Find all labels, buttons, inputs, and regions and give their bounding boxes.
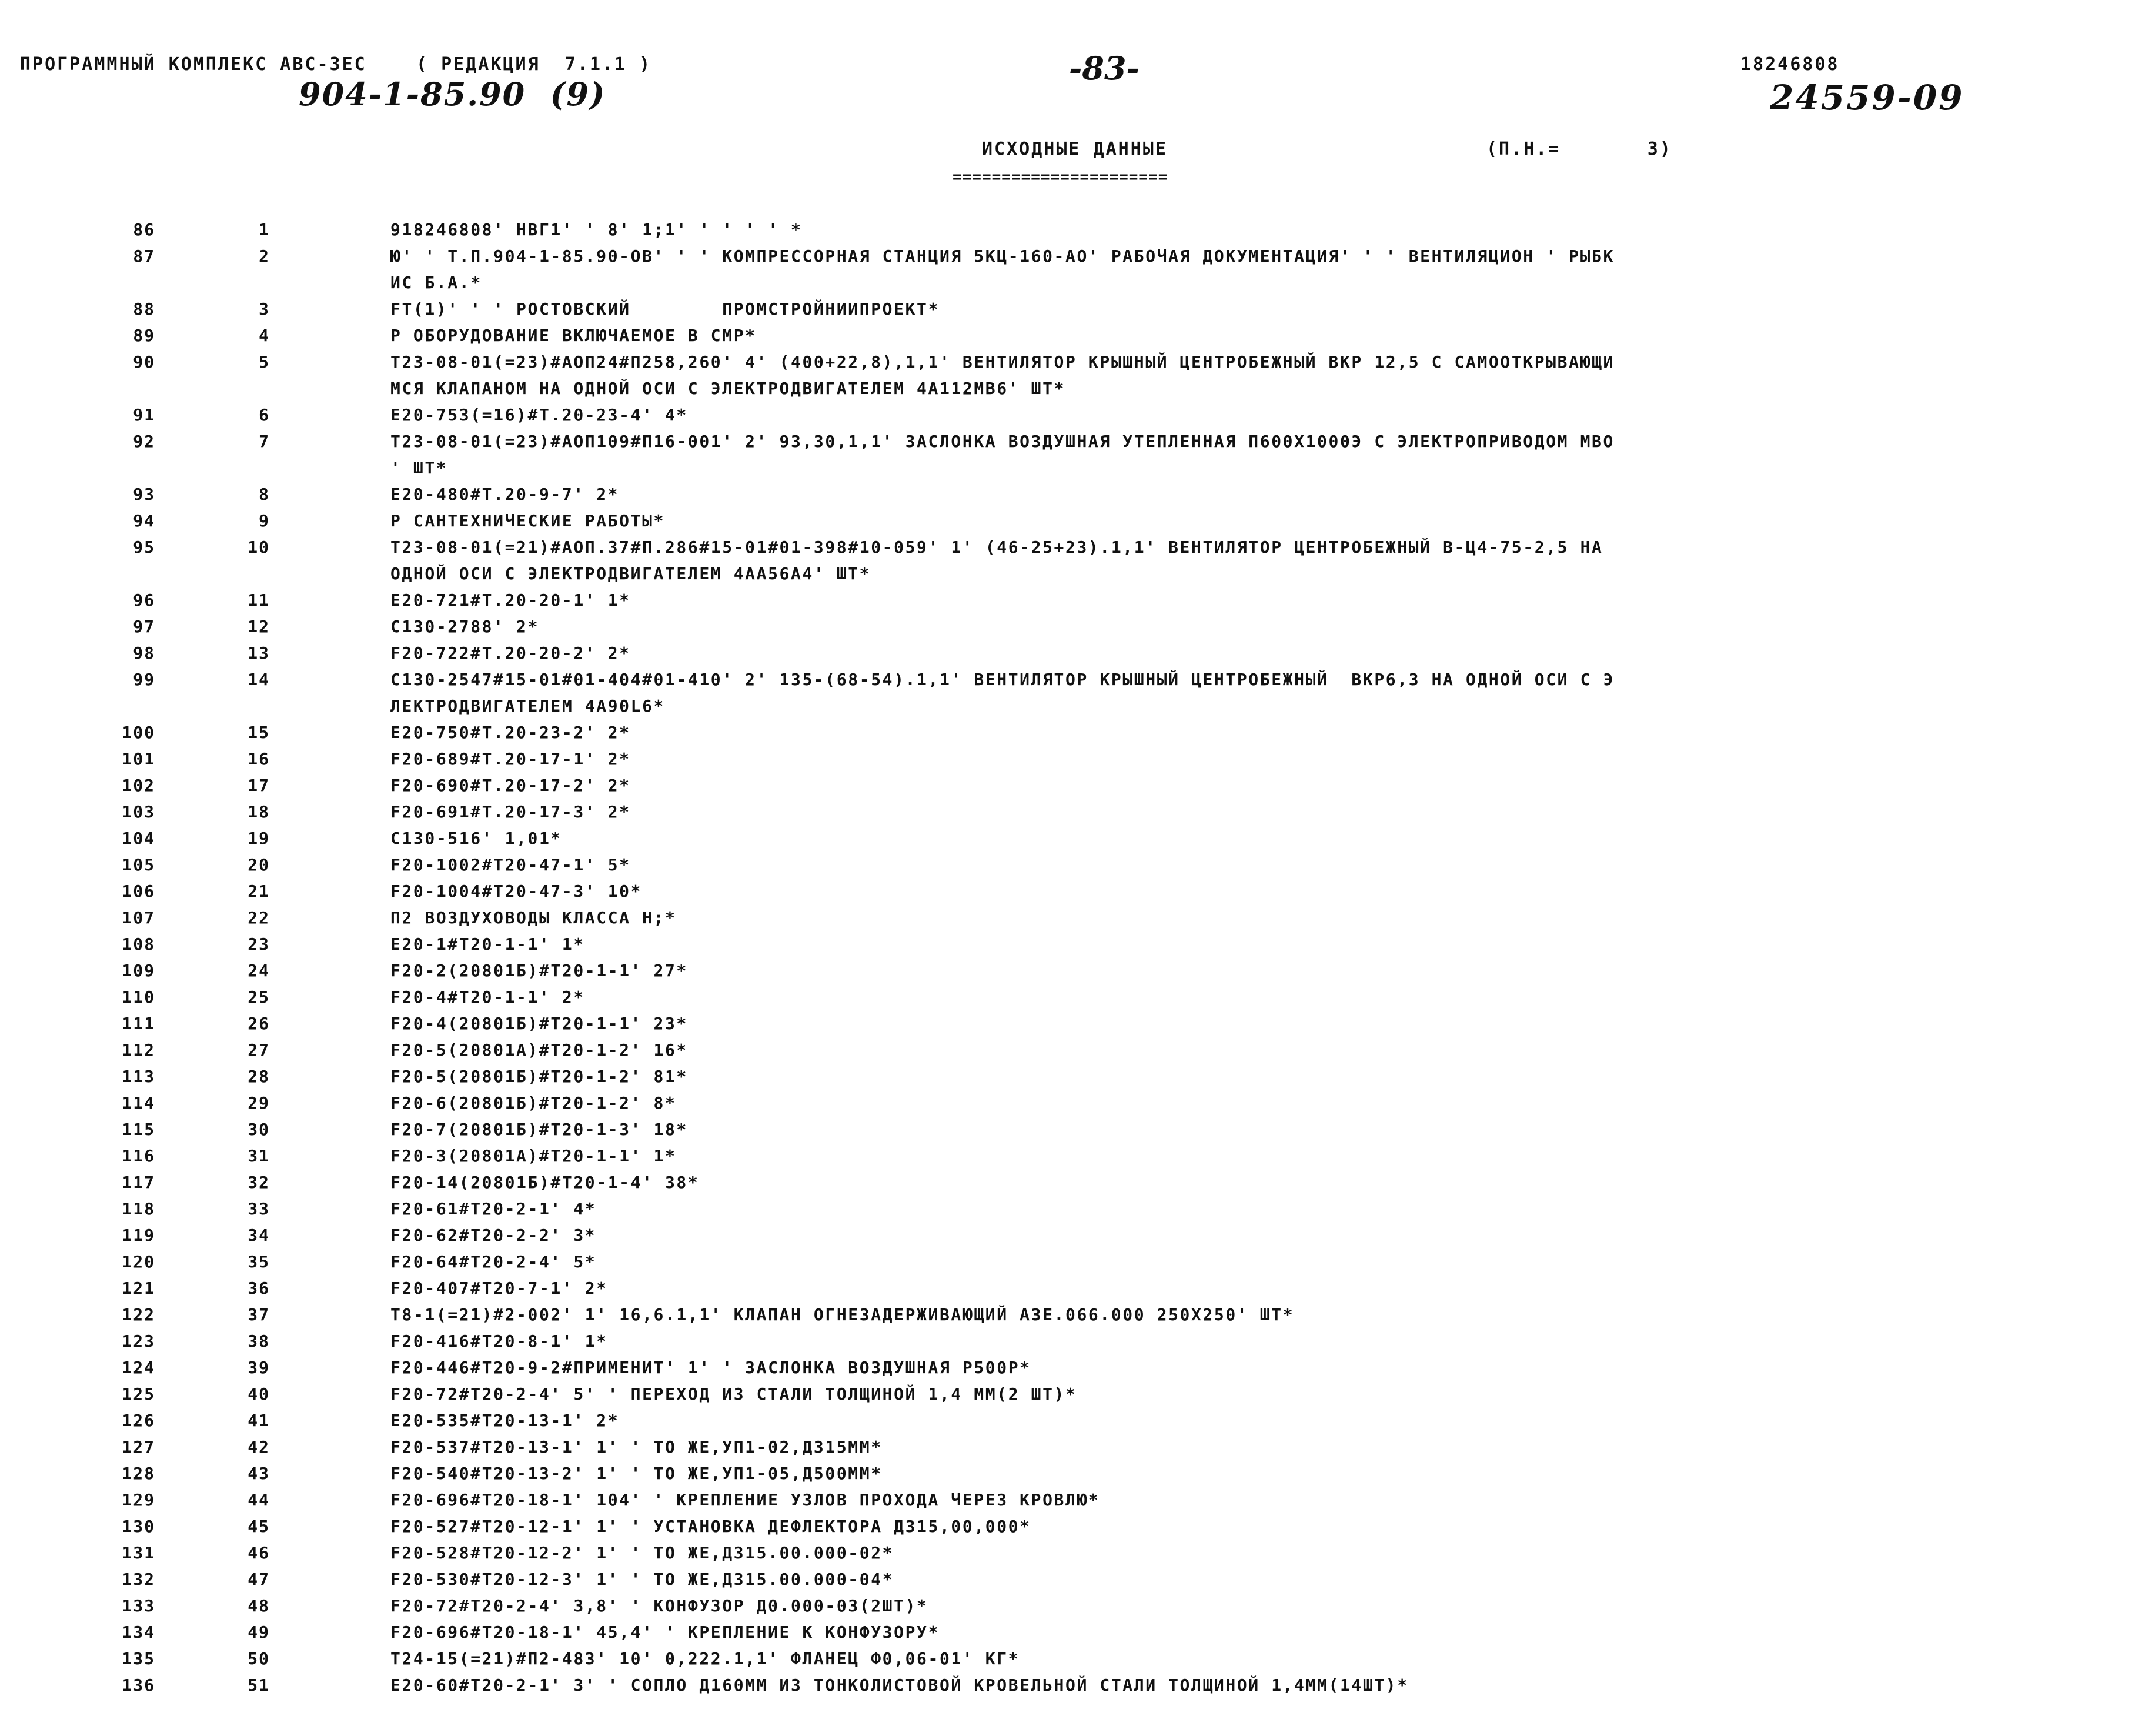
listing-row (0, 1143, 2152, 1169)
record-number: 4 (259, 326, 270, 345)
record-text: F20-446#Т20-9-2#ПРИМЕНИТ' 1' ' ЗАСЛОНКА ВОЗДУШНАЯ Р500Р* (390, 1358, 1031, 1377)
line-number: 133 (122, 1596, 155, 1615)
line-number: 131 (122, 1543, 155, 1563)
listing-row (0, 1434, 2152, 1460)
line-number: 97 (133, 617, 155, 636)
listing-row (0, 1593, 2152, 1619)
record-text: F20-530#Т20-12-3' 1' ' ТО ЖЕ,Д315.00.000-04* (390, 1570, 894, 1589)
record-number: 35 (248, 1252, 270, 1271)
listing-row (0, 984, 2152, 1010)
listing-row (0, 1381, 2152, 1407)
record-text: 918246808' НВГ1' ' 8' 1;1' ' ' ' ' * (390, 220, 803, 239)
record-number: 44 (248, 1490, 270, 1510)
record-number: 3 (259, 299, 270, 319)
record-text: F20-722#Т.20-20-2' 2* (390, 643, 631, 663)
record-number: 10 (248, 538, 270, 557)
record-number: 15 (248, 723, 270, 742)
record-number: 6 (259, 405, 270, 425)
listing-row (0, 1196, 2152, 1222)
listing-row (0, 931, 2152, 957)
listing-row (0, 587, 2152, 613)
line-number: 111 (122, 1014, 155, 1033)
record-number: 2 (259, 246, 270, 266)
record-text: F20-407#Т20-7-1' 2* (390, 1278, 608, 1298)
record-text: Е20-480#Т.20-9-7' 2* (390, 485, 620, 504)
record-text: F20-61#Т20-2-1' 4* (390, 1199, 597, 1218)
record-text: Е20-60#Т20-2-1' 3' ' СОПЛО Д160ММ ИЗ ТОНКОЛИСТОВОЙ КРОВЕЛЬНОЙ СТАЛИ ТОЛЩИНОЙ 1,4ММ(14ШТ)* (390, 1675, 1409, 1695)
listing-row (0, 878, 2152, 904)
record-number: 36 (248, 1278, 270, 1298)
listing-row (0, 1301, 2152, 1328)
record-text: F20-537#Т20-13-1' 1' ' ТО ЖЕ,УП1-02,Д315ММ* (390, 1437, 883, 1457)
listing-row (0, 1540, 2152, 1566)
line-number: 123 (122, 1331, 155, 1351)
record-number: 8 (259, 485, 270, 504)
listing-row (0, 957, 2152, 984)
listing-row (0, 640, 2152, 666)
record-text: F20-689#Т.20-17-1' 2* (390, 749, 631, 769)
record-number: 21 (248, 882, 270, 901)
line-number: 119 (122, 1226, 155, 1245)
line-number: 100 (122, 723, 155, 742)
record-number: 29 (248, 1093, 270, 1113)
line-number: 127 (122, 1437, 155, 1457)
record-text: F20-1004#Т20-47-3' 10* (390, 882, 643, 901)
record-text: Т23-08-01(=23)#АОП24#П258,260' 4' (400+22,8),1,1' ВЕНТИЛЯТОР КРЫШНЫЙ ЦЕНТРОБЕЖНЫЙ ВКР 12,5 С САМООТКРЫВАЮЩИ МСЯ КЛАПАНОМ НА ОДНОЙ ОСИ С ЭЛЕКТРОДВИГАТЕЛЕМ 4А112МВ6' ШТ* (390, 352, 1615, 398)
record-number: 28 (248, 1067, 270, 1086)
listing-row (0, 322, 2152, 349)
listing-row (0, 1090, 2152, 1116)
line-number: 88 (133, 299, 155, 319)
section-title: ИСХОДНЫЕ ДАННЫЕ (982, 139, 1168, 159)
listing-row (0, 852, 2152, 878)
listing-row (0, 1460, 2152, 1487)
record-number: 1 (259, 220, 270, 239)
record-number: 49 (248, 1623, 270, 1642)
listing-row (0, 1328, 2152, 1354)
section-page-indicator: (П.Н.= 3) (1486, 139, 1672, 159)
listing-row (0, 243, 2152, 296)
record-text: FT(1)' ' ' РОСТОВСКИЙ ПРОМСТРОЙНИИПРОЕКТ* (390, 299, 940, 319)
record-text: Е20-753(=16)#Т.20-23-4' 4* (390, 405, 688, 425)
listing-row (0, 216, 2152, 243)
listing-row (0, 296, 2152, 322)
listing-row (0, 1010, 2152, 1037)
record-text: F20-7(20801Б)#Т20-1-3' 18* (390, 1120, 688, 1139)
record-text: F20-72#Т20-2-4' 3,8' ' КОНФУЗОР Д0.000-03(2ШТ)* (390, 1596, 928, 1615)
line-number: 130 (122, 1517, 155, 1536)
line-number: 87 (133, 246, 155, 266)
listing-row (0, 428, 2152, 481)
record-text: F20-62#Т20-2-2' 3* (390, 1226, 597, 1245)
record-number: 38 (248, 1331, 270, 1351)
record-text: Е20-535#Т20-13-1' 2* (390, 1411, 620, 1430)
record-text: Р ОБОРУДОВАНИЕ ВКЛЮЧАЕМОЕ В СМР* (390, 326, 757, 345)
record-text: F20-690#Т.20-17-2' 2* (390, 776, 631, 795)
record-number: 24 (248, 961, 270, 980)
listing-row (0, 1407, 2152, 1434)
record-number: 40 (248, 1384, 270, 1404)
line-number: 134 (122, 1623, 155, 1642)
record-number: 48 (248, 1596, 270, 1615)
line-number: 136 (122, 1675, 155, 1695)
listing-row (0, 719, 2152, 746)
record-text: F20-540#Т20-13-2' 1' ' ТО ЖЕ,УП1-05,Д500ММ* (390, 1464, 883, 1483)
listing-row (0, 1248, 2152, 1275)
page-number: -83- (1069, 49, 1140, 87)
line-number: 109 (122, 961, 155, 980)
line-number: 126 (122, 1411, 155, 1430)
record-number: 51 (248, 1675, 270, 1695)
record-number: 22 (248, 908, 270, 927)
line-number: 115 (122, 1120, 155, 1139)
listing-row (0, 1063, 2152, 1090)
record-number: 37 (248, 1305, 270, 1324)
record-text: F20-64#Т20-2-4' 5* (390, 1252, 597, 1271)
record-number: 47 (248, 1570, 270, 1589)
listing-row (0, 1037, 2152, 1063)
listing-row (0, 772, 2152, 799)
listing-row (0, 481, 2152, 508)
line-number: 99 (133, 670, 155, 689)
record-text: F20-72#Т20-2-4' 5' ' ПЕРЕХОД ИЗ СТАЛИ ТОЛЩИНОЙ 1,4 ММ(2 ШТ)* (390, 1384, 1077, 1404)
line-number: 132 (122, 1570, 155, 1589)
line-number: 135 (122, 1649, 155, 1668)
record-number: 9 (259, 511, 270, 530)
record-text: F20-5(20801А)#Т20-1-2' 16* (390, 1040, 688, 1060)
line-number: 113 (122, 1067, 155, 1086)
line-number: 102 (122, 776, 155, 795)
listing-row (0, 1513, 2152, 1540)
record-number: 13 (248, 643, 270, 663)
listing-row (0, 1672, 2152, 1698)
record-number: 45 (248, 1517, 270, 1536)
record-number: 26 (248, 1014, 270, 1033)
record-text: F20-696#Т20-18-1' 104' ' КРЕПЛЕНИЕ УЗЛОВ ПРОХОДА ЧЕРЕЗ КРОВЛЮ* (390, 1490, 1100, 1510)
record-number: 14 (248, 670, 270, 689)
line-number: 129 (122, 1490, 155, 1510)
record-text: Т23-08-01(=21)#АОП.37#П.286#15-01#01-398#10-059' 1' (46-25+23).1,1' ВЕНТИЛЯТОР ЦЕНТРОБЕЖНЫЙ В-Ц4-75-2,5 НА ОДНОЙ ОСИ С ЭЛЕКТРОДВИГАТЕЛЕМ 4АА56А4' ШТ* (390, 538, 1603, 583)
record-number: 43 (248, 1464, 270, 1483)
data-listing (0, 216, 2152, 1698)
section-underline: ====================== (953, 168, 1168, 186)
line-number: 124 (122, 1358, 155, 1377)
record-text: Е20-721#Т.20-20-1' 1* (390, 590, 631, 610)
record-number: 34 (248, 1226, 270, 1245)
listing-row (0, 1169, 2152, 1196)
listing-row (0, 746, 2152, 772)
record-number: 7 (259, 432, 270, 451)
record-number: 27 (248, 1040, 270, 1060)
listing-row (0, 402, 2152, 428)
line-number: 104 (122, 829, 155, 848)
listing-row (0, 799, 2152, 825)
listing-row (0, 1222, 2152, 1248)
line-number: 117 (122, 1173, 155, 1192)
listing-row (0, 1619, 2152, 1645)
listing-row (0, 1354, 2152, 1381)
record-text: F20-416#Т20-8-1' 1* (390, 1331, 608, 1351)
record-text: Т24-15(=21)#П2-483' 10' 0,222.1,1' ФЛАНЕЦ Ф0,06-01' КГ* (390, 1649, 1020, 1668)
line-number: 94 (133, 511, 155, 530)
record-number: 5 (259, 352, 270, 372)
line-number: 122 (122, 1305, 155, 1324)
line-number: 108 (122, 934, 155, 954)
record-text: П2 ВОЗДУХОВОДЫ КЛАССА Н;* (390, 908, 677, 927)
listing-row (0, 1487, 2152, 1513)
handwritten-reference: 904-1-85.90 (9) (299, 75, 606, 113)
line-number: 128 (122, 1464, 155, 1483)
line-number: 110 (122, 987, 155, 1007)
listing-row (0, 666, 2152, 719)
listing-row (0, 904, 2152, 931)
line-number: 92 (133, 432, 155, 451)
line-number: 98 (133, 643, 155, 663)
record-text: Р САНТЕХНИЧЕСКИЕ РАБОТЫ* (390, 511, 665, 530)
line-number: 93 (133, 485, 155, 504)
record-number: 31 (248, 1146, 270, 1166)
line-number: 116 (122, 1146, 155, 1166)
listing-row (0, 1116, 2152, 1143)
record-number: 25 (248, 987, 270, 1007)
line-number: 91 (133, 405, 155, 425)
record-text: F20-4#Т20-1-1' 2* (390, 987, 585, 1007)
record-text: F20-5(20801Б)#Т20-1-2' 81* (390, 1067, 688, 1086)
record-number: 41 (248, 1411, 270, 1430)
record-text: F20-528#Т20-12-2' 1' ' ТО ЖЕ,Д315.00.000-02* (390, 1543, 894, 1563)
record-text: Т23-08-01(=23)#АОП109#П16-001' 2' 93,30,1,1' ЗАСЛОНКА ВОЗДУШНАЯ УТЕПЛЕННАЯ П600Х1000Э С ЭЛЕКТРОПРИВОДОМ МВО ' ШТ* (390, 432, 1615, 478)
record-number: 46 (248, 1543, 270, 1563)
line-number: 125 (122, 1384, 155, 1404)
listing-row (0, 349, 2152, 402)
record-number: 39 (248, 1358, 270, 1377)
listing-row (0, 825, 2152, 852)
record-text: F20-1002#Т20-47-1' 5* (390, 855, 631, 874)
line-number: 118 (122, 1199, 155, 1218)
record-text: F20-527#Т20-12-1' 1' ' УСТАНОВКА ДЕФЛЕКТОРА Д315,00,000* (390, 1517, 1031, 1536)
line-number: 112 (122, 1040, 155, 1060)
line-number: 121 (122, 1278, 155, 1298)
line-number: 103 (122, 802, 155, 822)
record-number: 50 (248, 1649, 270, 1668)
record-number: 17 (248, 776, 270, 795)
program-header: ПРОГРАММНЫЙ КОМПЛЕКС АВС-ЗЕС ( РЕДАКЦИЯ 7.1.1 ) (20, 54, 652, 75)
line-number: 114 (122, 1093, 155, 1113)
record-text: С130-2788' 2* (390, 617, 539, 636)
record-number: 33 (248, 1199, 270, 1218)
listing-row (0, 508, 2152, 534)
line-number: 107 (122, 908, 155, 927)
record-text: Е20-1#Т20-1-1' 1* (390, 934, 585, 954)
record-number: 32 (248, 1173, 270, 1192)
line-number: 101 (122, 749, 155, 769)
listing-row (0, 1566, 2152, 1593)
line-number: 106 (122, 882, 155, 901)
record-text: F20-3(20801А)#Т20-1-1' 1* (390, 1146, 677, 1166)
record-text: F20-2(20801Б)#Т20-1-1' 27* (390, 961, 688, 980)
record-text: F20-14(20801Б)#Т20-1-4' 38* (390, 1173, 700, 1192)
record-text: Ю' ' Т.П.904-1-85.90-ОВ' ' ' КОМПРЕССОРНАЯ СТАНЦИЯ 5КЦ-160-АО' РАБОЧАЯ ДОКУМЕНТАЦИЯ' ' ' ВЕНТИЛЯЦИОН ' РЫБК ИС Б.А.* (390, 246, 1615, 292)
record-text: Т8-1(=21)#2-002' 1' 16,6.1,1' КЛАПАН ОГНЕЗАДЕРЖИВАЮЩИЙ АЗЕ.066.000 250Х250' ШТ* (390, 1305, 1295, 1324)
listing-row (0, 613, 2152, 640)
record-number: 23 (248, 934, 270, 954)
line-number: 86 (133, 220, 155, 239)
handwritten-code: 24559-09 (1770, 78, 1964, 118)
line-number: 89 (133, 326, 155, 345)
line-number: 95 (133, 538, 155, 557)
record-text: С130-516' 1,01* (390, 829, 562, 848)
record-text: F20-4(20801Б)#Т20-1-1' 23* (390, 1014, 688, 1033)
line-number: 90 (133, 352, 155, 372)
record-text: Е20-750#Т.20-23-2' 2* (390, 723, 631, 742)
listing-row (0, 1645, 2152, 1672)
record-number: 16 (248, 749, 270, 769)
record-number: 18 (248, 802, 270, 822)
document-code: 18246808 (1740, 54, 1840, 75)
record-text: F20-6(20801Б)#Т20-1-2' 8* (390, 1093, 677, 1113)
line-number: 120 (122, 1252, 155, 1271)
record-text: С130-2547#15-01#01-404#01-410' 2' 135-(68-54).1,1' ВЕНТИЛЯТОР КРЫШНЫЙ ЦЕНТРОБЕЖНЫЙ ВКР6,3 НА ОДНОЙ ОСИ С Э ЛЕКТРОДВИГАТЕЛЕМ 4А90L6* (390, 670, 1615, 716)
record-number: 11 (248, 590, 270, 610)
listing-row (0, 1275, 2152, 1301)
record-number: 12 (248, 617, 270, 636)
record-number: 42 (248, 1437, 270, 1457)
line-number: 96 (133, 590, 155, 610)
record-number: 30 (248, 1120, 270, 1139)
listing-row (0, 534, 2152, 587)
record-number: 20 (248, 855, 270, 874)
record-number: 19 (248, 829, 270, 848)
record-text: F20-696#Т20-18-1' 45,4' ' КРЕПЛЕНИЕ К КОНФУЗОРУ* (390, 1623, 940, 1642)
line-number: 105 (122, 855, 155, 874)
record-text: F20-691#Т.20-17-3' 2* (390, 802, 631, 822)
